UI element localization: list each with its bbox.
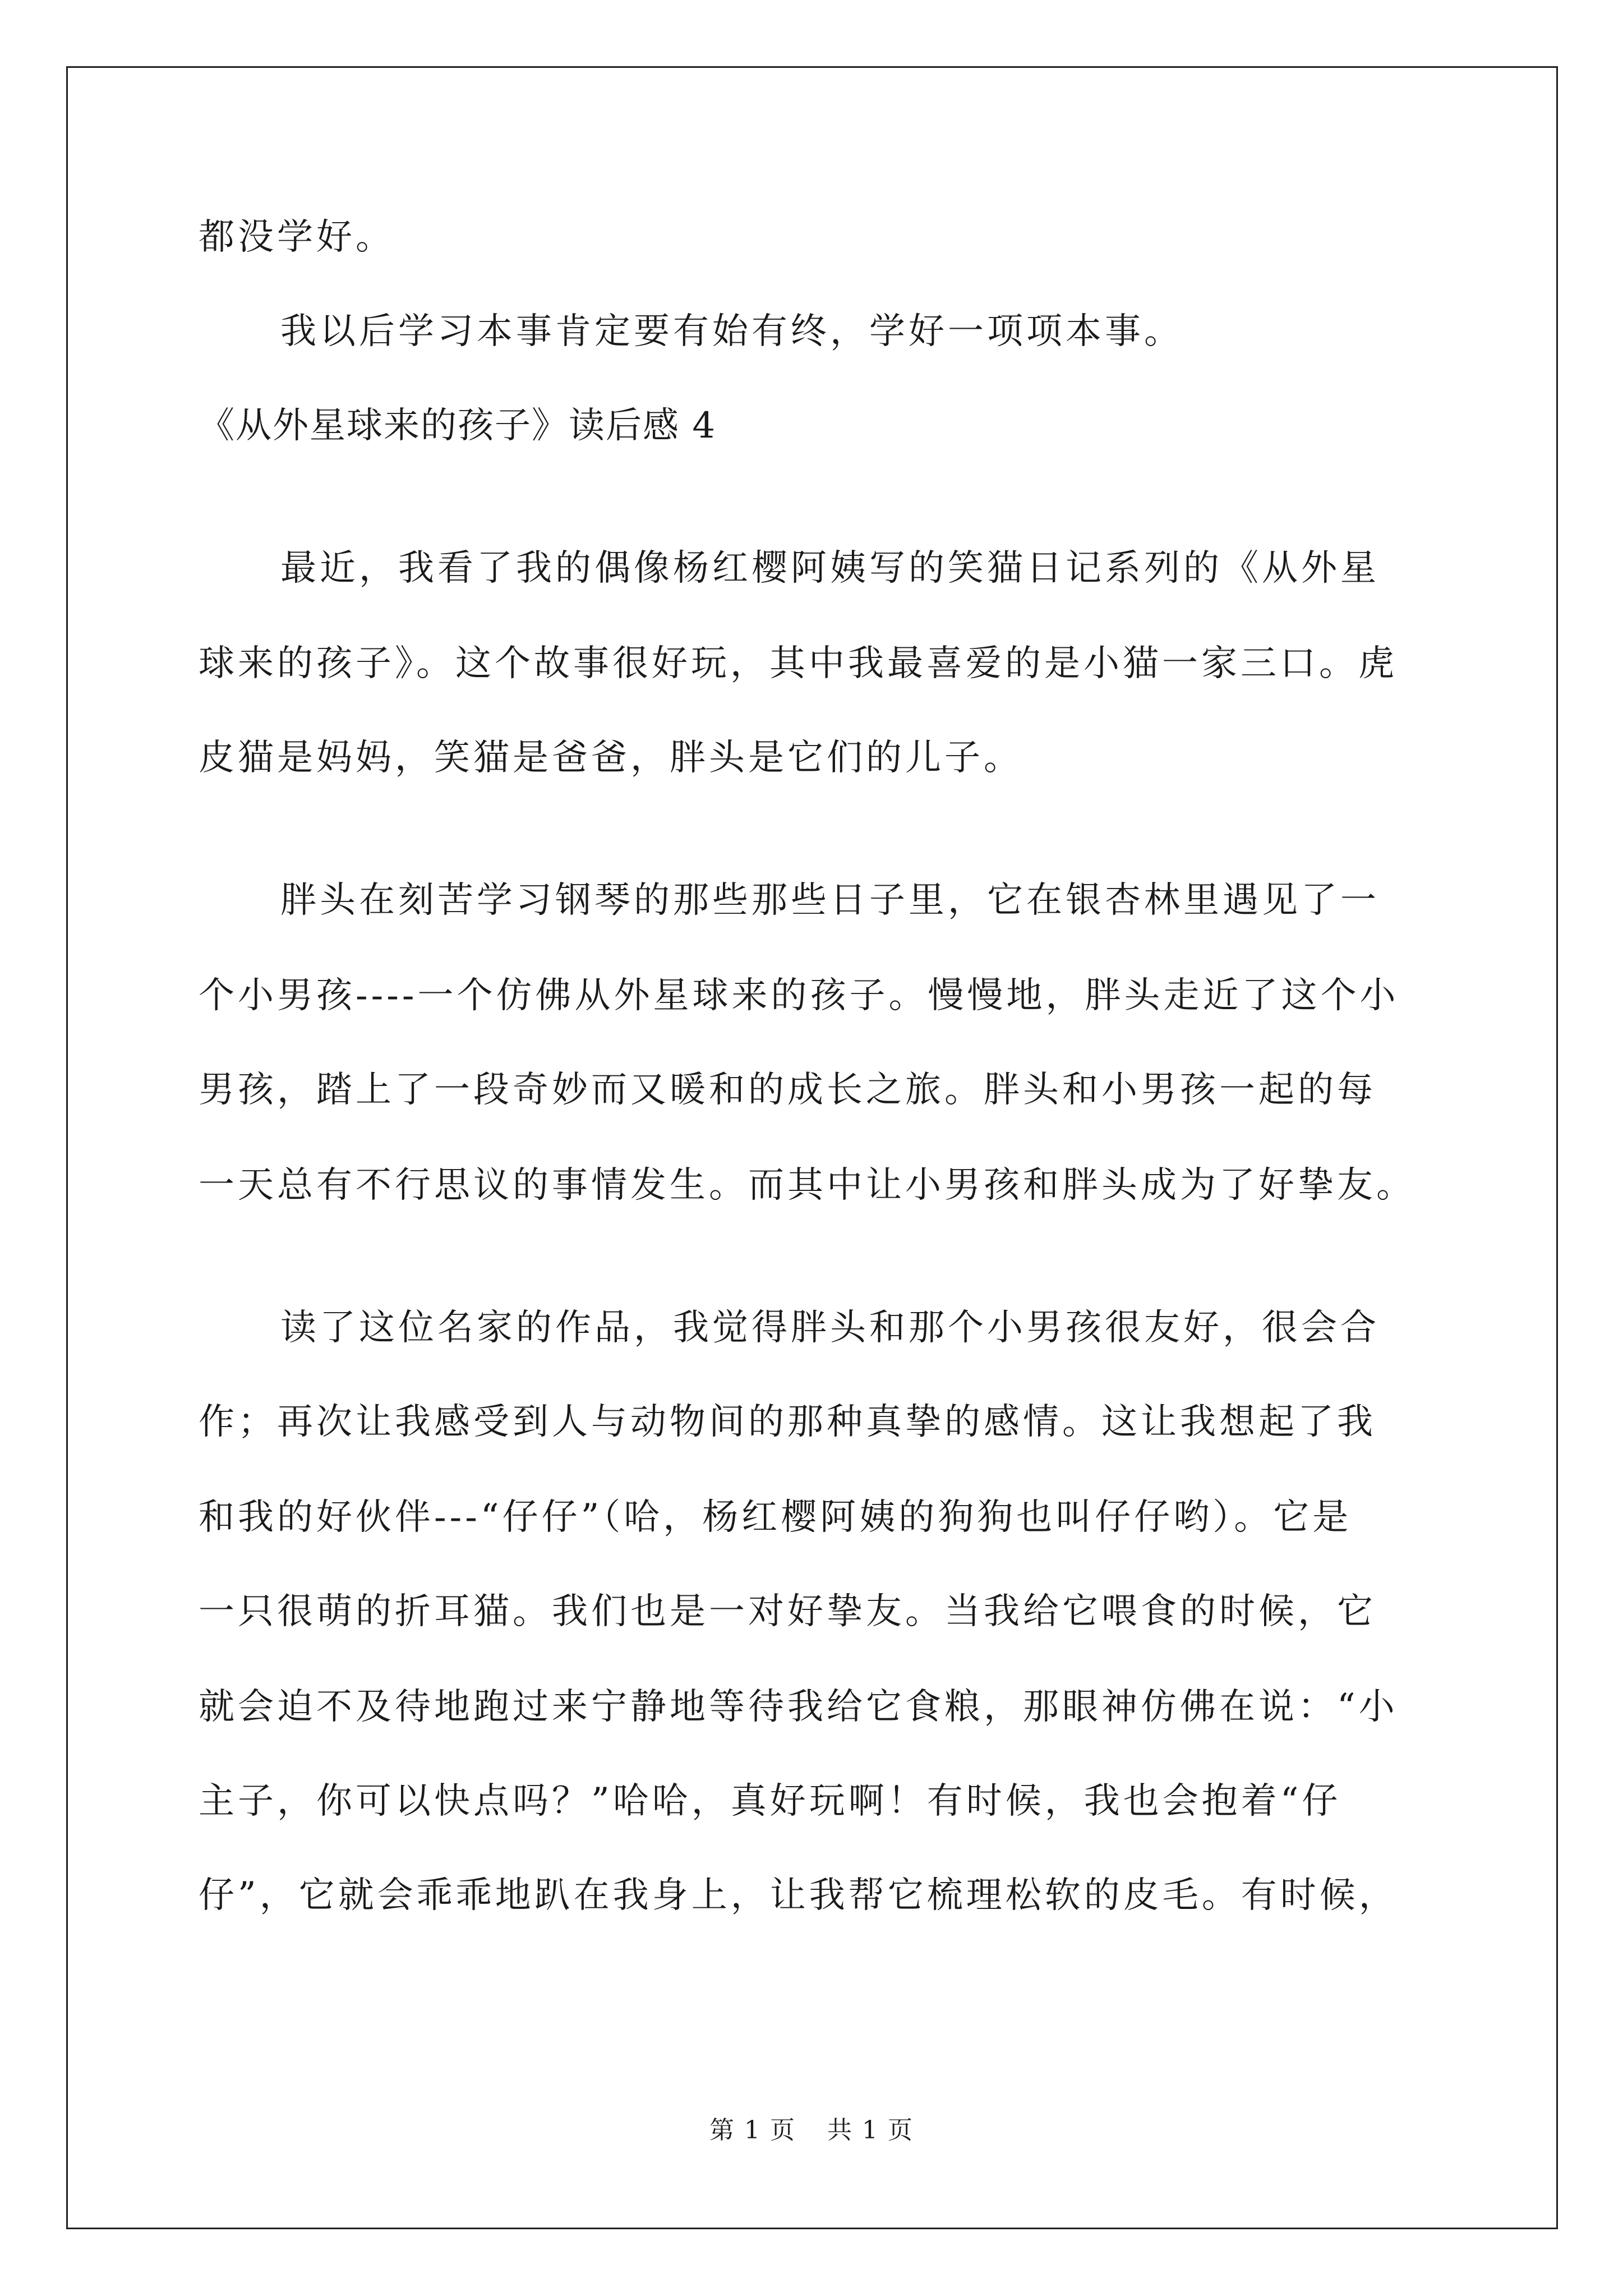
page-total: 共 1 页 xyxy=(827,2116,914,2145)
section-title: 《从外星球来的孩子》读后感 4 xyxy=(199,405,717,447)
page-number: 第 1 页 xyxy=(709,2116,796,2145)
text-line: 皮猫是妈妈，笑猫是爸爸，胖头是它们的儿子。 xyxy=(199,737,1023,779)
text-line: 和我的好伙伴---“仔仔”（哈，杨红樱阿姨的狗狗也叫仔仔哟）。它是 xyxy=(199,1497,1352,1538)
text-line: 都没学好。 xyxy=(199,217,395,258)
text-line: 仔”，它就会乖乖地趴在我身上，让我帮它梳理松软的皮毛。有时候， xyxy=(199,1875,1398,1916)
text-line: 就会迫不及待地跑过来宁静地等待我给它食粮，那眼神仿佛在说：“小 xyxy=(199,1686,1398,1728)
text-line: 球来的孩子》。这个故事很好玩，其中我最喜爱的是小猫一家三口。虎 xyxy=(199,643,1398,684)
page-footer xyxy=(0,2114,1623,2147)
text-line: 个小男孩----一个仿佛从外星球来的孩子。慢慢地，胖头走近了这个小 xyxy=(199,975,1399,1016)
text-line: 一天总有不行思议的事情发生。而其中让小男孩和胖头成为了好挚友。 xyxy=(199,1165,1415,1206)
text-line: 一只很萌的折耳猫。我们也是一对好挚友。当我给它喂食的时候，它 xyxy=(199,1591,1376,1632)
text-line: 读了这位名家的作品，我觉得胖头和那个小男孩很友好，很会合 xyxy=(280,1307,1380,1349)
text-line: 主子，你可以快点吗？”哈哈，真好玩啊！有时候，我也会抱着“仔 xyxy=(199,1780,1341,1822)
text-line: 作；再次让我感受到人与动物间的那种真挚的感情。这让我想起了我 xyxy=(199,1401,1376,1443)
text-line: 我以后学习本事肯定要有始有终，学好一项项本事。 xyxy=(280,311,1183,352)
text-line: 最近，我看了我的偶像杨红樱阿姨写的笑猫日记系列的《从外星 xyxy=(280,547,1380,589)
text-line: 男孩，踏上了一段奇妙而又暖和的成长之旅。胖头和小男孩一起的每 xyxy=(199,1069,1376,1111)
text-line: 胖头在刻苦学习钢琴的那些那些日子里，它在银杏林里遇见了一 xyxy=(280,880,1380,921)
